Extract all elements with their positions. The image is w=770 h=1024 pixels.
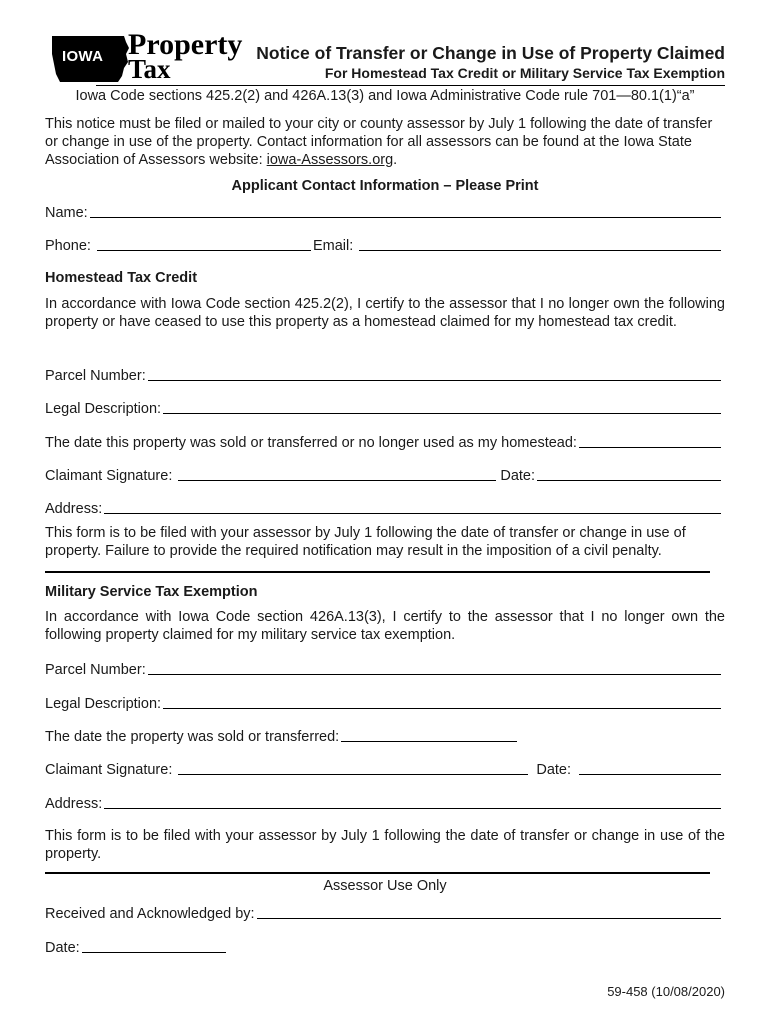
military-notice: This form is to be filed with your assessor by July 1 following the date of transfer or change in use of the property. xyxy=(45,828,725,862)
homestead-date-label: Date: xyxy=(500,468,536,484)
email-field[interactable] xyxy=(359,249,721,251)
homestead-parcel-field[interactable] xyxy=(148,379,721,381)
intro-text-end: . xyxy=(393,152,398,168)
assessor-date-row xyxy=(45,936,721,956)
military-date-sold-label: The date the property was sold or transferred: xyxy=(45,729,340,745)
homestead-legal-label: Legal Description: xyxy=(45,401,162,417)
military-signature-field[interactable] xyxy=(178,773,528,775)
homestead-address-row xyxy=(45,497,721,517)
military-statement: In accordance with Iowa Code section 426A.13(3), I certify to the assessor that I no longer own the following property claimed for my military service tax exemption. xyxy=(45,609,725,643)
homestead-address-label: Address: xyxy=(45,501,103,517)
assessor-heading: Assessor Use Only xyxy=(323,878,447,894)
phone-email-row xyxy=(45,234,721,254)
homestead-notice: This form is to be filed with your assessor by July 1 following the date of transfer or change in use of property. Failure to provide the required notification may result in the imposition of a civil penalty. xyxy=(45,525,686,559)
name-label: Name: xyxy=(45,205,88,221)
assessor-divider xyxy=(45,872,710,874)
military-address-field[interactable] xyxy=(104,807,721,809)
military-date-label: Date: xyxy=(536,762,572,778)
military-date-field[interactable] xyxy=(579,773,721,775)
received-label: Received and Acknowledged by: xyxy=(45,906,255,922)
military-legal-row xyxy=(45,692,721,712)
military-legal-label: Legal Description: xyxy=(45,696,162,712)
assessors-website-link[interactable]: iowa-Assessors.org xyxy=(266,152,394,168)
homestead-date-sold-row xyxy=(45,431,721,451)
military-heading: Military Service Tax Exemption xyxy=(45,584,258,600)
form-title: Notice of Transfer or Change in Use of Property Claimed xyxy=(256,43,725,63)
homestead-address-field[interactable] xyxy=(104,512,721,514)
contact-heading: Applicant Contact Information – Please Print xyxy=(231,178,539,194)
phone-field[interactable] xyxy=(97,249,311,251)
homestead-legal-field[interactable] xyxy=(163,412,721,414)
form-number: 59-458 (10/08/2020) xyxy=(607,984,725,999)
military-parcel-row xyxy=(45,658,721,678)
homestead-date-sold-label: The date this property was sold or transferred or no longer used as my homestead: xyxy=(45,435,577,451)
military-parcel-label: Parcel Number: xyxy=(45,662,146,678)
intro-paragraph xyxy=(45,115,725,169)
homestead-date-sold-field[interactable] xyxy=(579,446,721,448)
military-legal-field[interactable] xyxy=(163,707,721,709)
received-row xyxy=(45,902,721,922)
assessor-date-label: Date: xyxy=(45,940,80,956)
section-divider xyxy=(45,571,710,573)
assessor-date-field[interactable] xyxy=(82,951,226,953)
logo-word-property: Property xyxy=(128,28,243,61)
homestead-parcel-row xyxy=(45,364,721,384)
military-parcel-field[interactable] xyxy=(148,673,721,675)
military-address-row xyxy=(45,792,721,812)
military-date-sold-field[interactable] xyxy=(341,740,517,742)
header-rule xyxy=(96,85,725,86)
email-label: Email: xyxy=(312,238,354,254)
code-references: Iowa Code sections 425.2(2) and 426A.13(3) and Iowa Administrative Code rule 701—80.1(1)“a” xyxy=(75,88,695,104)
homestead-date-field[interactable] xyxy=(537,479,721,481)
received-field[interactable] xyxy=(257,917,721,919)
homestead-legal-row xyxy=(45,397,721,417)
phone-label: Phone: xyxy=(45,238,91,254)
military-address-label: Address: xyxy=(45,796,103,812)
name-field[interactable] xyxy=(90,216,721,218)
logo-word-tax: Tax xyxy=(128,54,171,84)
homestead-signature-row xyxy=(45,464,721,484)
homestead-signature-field[interactable] xyxy=(178,479,496,481)
military-date-sold-row xyxy=(45,725,721,745)
iowa-property-tax-logo xyxy=(50,28,243,86)
homestead-statement: In accordance with Iowa Code section 425.2(2), I certify to the assessor that I no longer own the following property or have ceased to use this property as a homestead claimed for my homestead tax credit. xyxy=(45,296,725,330)
homestead-parcel-label: Parcel Number: xyxy=(45,368,146,384)
military-signature-row xyxy=(45,758,721,778)
name-row xyxy=(45,201,721,221)
intro-text: This notice must be filed or mailed to your city or county assessor by July 1 following the date of transfer or change in use of the property. Contact information for all assessors can be found at the Iowa State Association of Assessors website: xyxy=(45,116,713,168)
homestead-signature-label: Claimant Signature: xyxy=(45,468,173,484)
form-subtitle: For Homestead Tax Credit or Military Service Tax Exemption xyxy=(324,65,725,81)
military-signature-label: Claimant Signature: xyxy=(45,762,173,778)
logo-state-label: IOWA xyxy=(62,48,104,65)
homestead-heading: Homestead Tax Credit xyxy=(45,270,198,286)
